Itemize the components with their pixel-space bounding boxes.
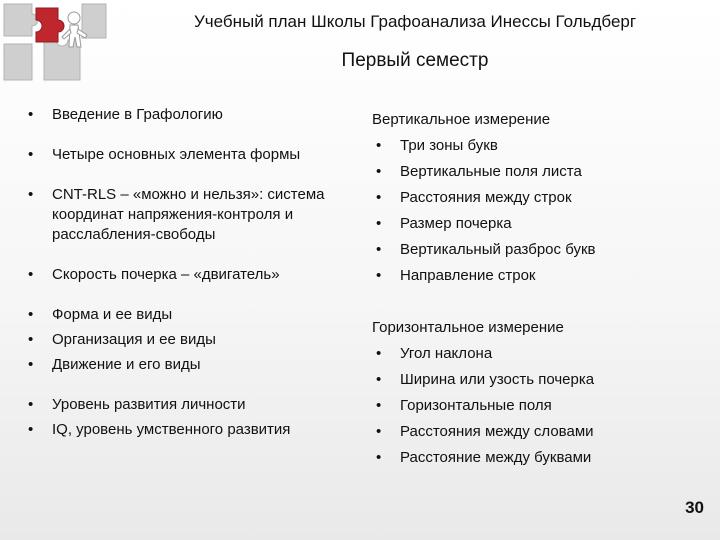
list-item: [372, 396, 712, 416]
list-item: [28, 395, 363, 415]
bullet-icon: •: [28, 146, 34, 163]
list-item: [28, 355, 363, 375]
vertical-dimension-group: [372, 110, 712, 286]
bullet-icon: •: [376, 241, 382, 258]
list-item-text: Размер почерка: [400, 215, 512, 232]
list-item: [372, 344, 712, 364]
list-item-text: IQ, уровень умственного развития: [52, 421, 291, 438]
section-heading: Горизонтальное измерение: [372, 319, 564, 336]
bullet-icon: •: [376, 449, 382, 466]
right-column: [372, 110, 712, 468]
list-item: [28, 185, 363, 245]
bullet-icon: •: [28, 106, 34, 123]
list-item: [372, 370, 712, 390]
subtitle: Первый семестр: [341, 50, 489, 71]
list-item: [28, 420, 363, 440]
bullet-icon: •: [376, 137, 382, 154]
header-title: Учебный план Школы Графоанализа Инессы Гольдберг: [193, 12, 637, 31]
list-item-text: Четыре основных элемента формы: [52, 146, 301, 163]
list-item-text: Форма и ее виды: [52, 306, 173, 323]
list-item-text: Расстояния между строк: [400, 189, 572, 206]
list-item-text: Уровень развития личности: [52, 396, 246, 413]
bullet-icon: •: [28, 356, 34, 373]
page-number: 30: [685, 498, 704, 517]
list-item: [28, 330, 363, 350]
list-item: [372, 266, 712, 286]
bullet-icon: •: [376, 423, 382, 440]
list-item: [372, 188, 712, 208]
bullet-icon: •: [28, 186, 34, 203]
bullet-icon: •: [376, 371, 382, 388]
puzzle-figure-icon: [0, 0, 110, 86]
bullet-icon: •: [376, 163, 382, 180]
bullet-icon: •: [376, 397, 382, 414]
list-item-text: Движение и его виды: [52, 356, 201, 373]
list-item-text: Направление строк: [400, 267, 536, 284]
list-item-text: Вертикальные поля листа: [400, 163, 582, 180]
list-item-text: Организация и ее виды: [52, 331, 216, 348]
list-item: [28, 105, 363, 125]
bullet-icon: •: [376, 267, 382, 284]
bullet-icon: •: [28, 266, 34, 283]
bullet-icon: •: [376, 215, 382, 232]
list-item: [372, 448, 712, 468]
horizontal-dimension-group: [372, 318, 712, 468]
list-item-text: Три зоны букв: [400, 137, 498, 154]
list-item: [372, 422, 712, 442]
list-item-text: Расстояние между буквами: [400, 449, 592, 466]
bullet-icon: •: [28, 306, 34, 323]
list-item: [372, 162, 712, 182]
bullet-icon: •: [28, 396, 34, 413]
list-item: [28, 305, 363, 325]
bullet-icon: •: [28, 421, 34, 438]
list-item: [372, 240, 712, 260]
list-item: [28, 145, 363, 165]
list-item: [28, 265, 363, 285]
left-column: [28, 105, 363, 440]
bullet-icon: •: [28, 331, 34, 348]
list-item-text: Вертикальный разброс букв: [400, 241, 596, 258]
list-item-text: Угол наклона: [400, 345, 493, 362]
list-item-text: Скорость почерка – «двигатель»: [52, 266, 280, 283]
list-item-text: Расстояния между словами: [400, 423, 594, 440]
bullet-icon: •: [376, 345, 382, 362]
list-item-text: CNT-RLS – «можно и нельзя»: система координат напряжения-контроля и расслабления-свободы: [52, 186, 325, 243]
list-item: [372, 136, 712, 156]
list-item-text: Горизонтальные поля: [400, 397, 552, 414]
list-item: [372, 214, 712, 234]
list-item-text: Ширина или узость почерка: [400, 371, 595, 388]
list-item-text: Введение в Графологию: [52, 106, 223, 123]
bullet-icon: •: [376, 189, 382, 206]
section-heading: Вертикальное измерение: [372, 111, 551, 128]
